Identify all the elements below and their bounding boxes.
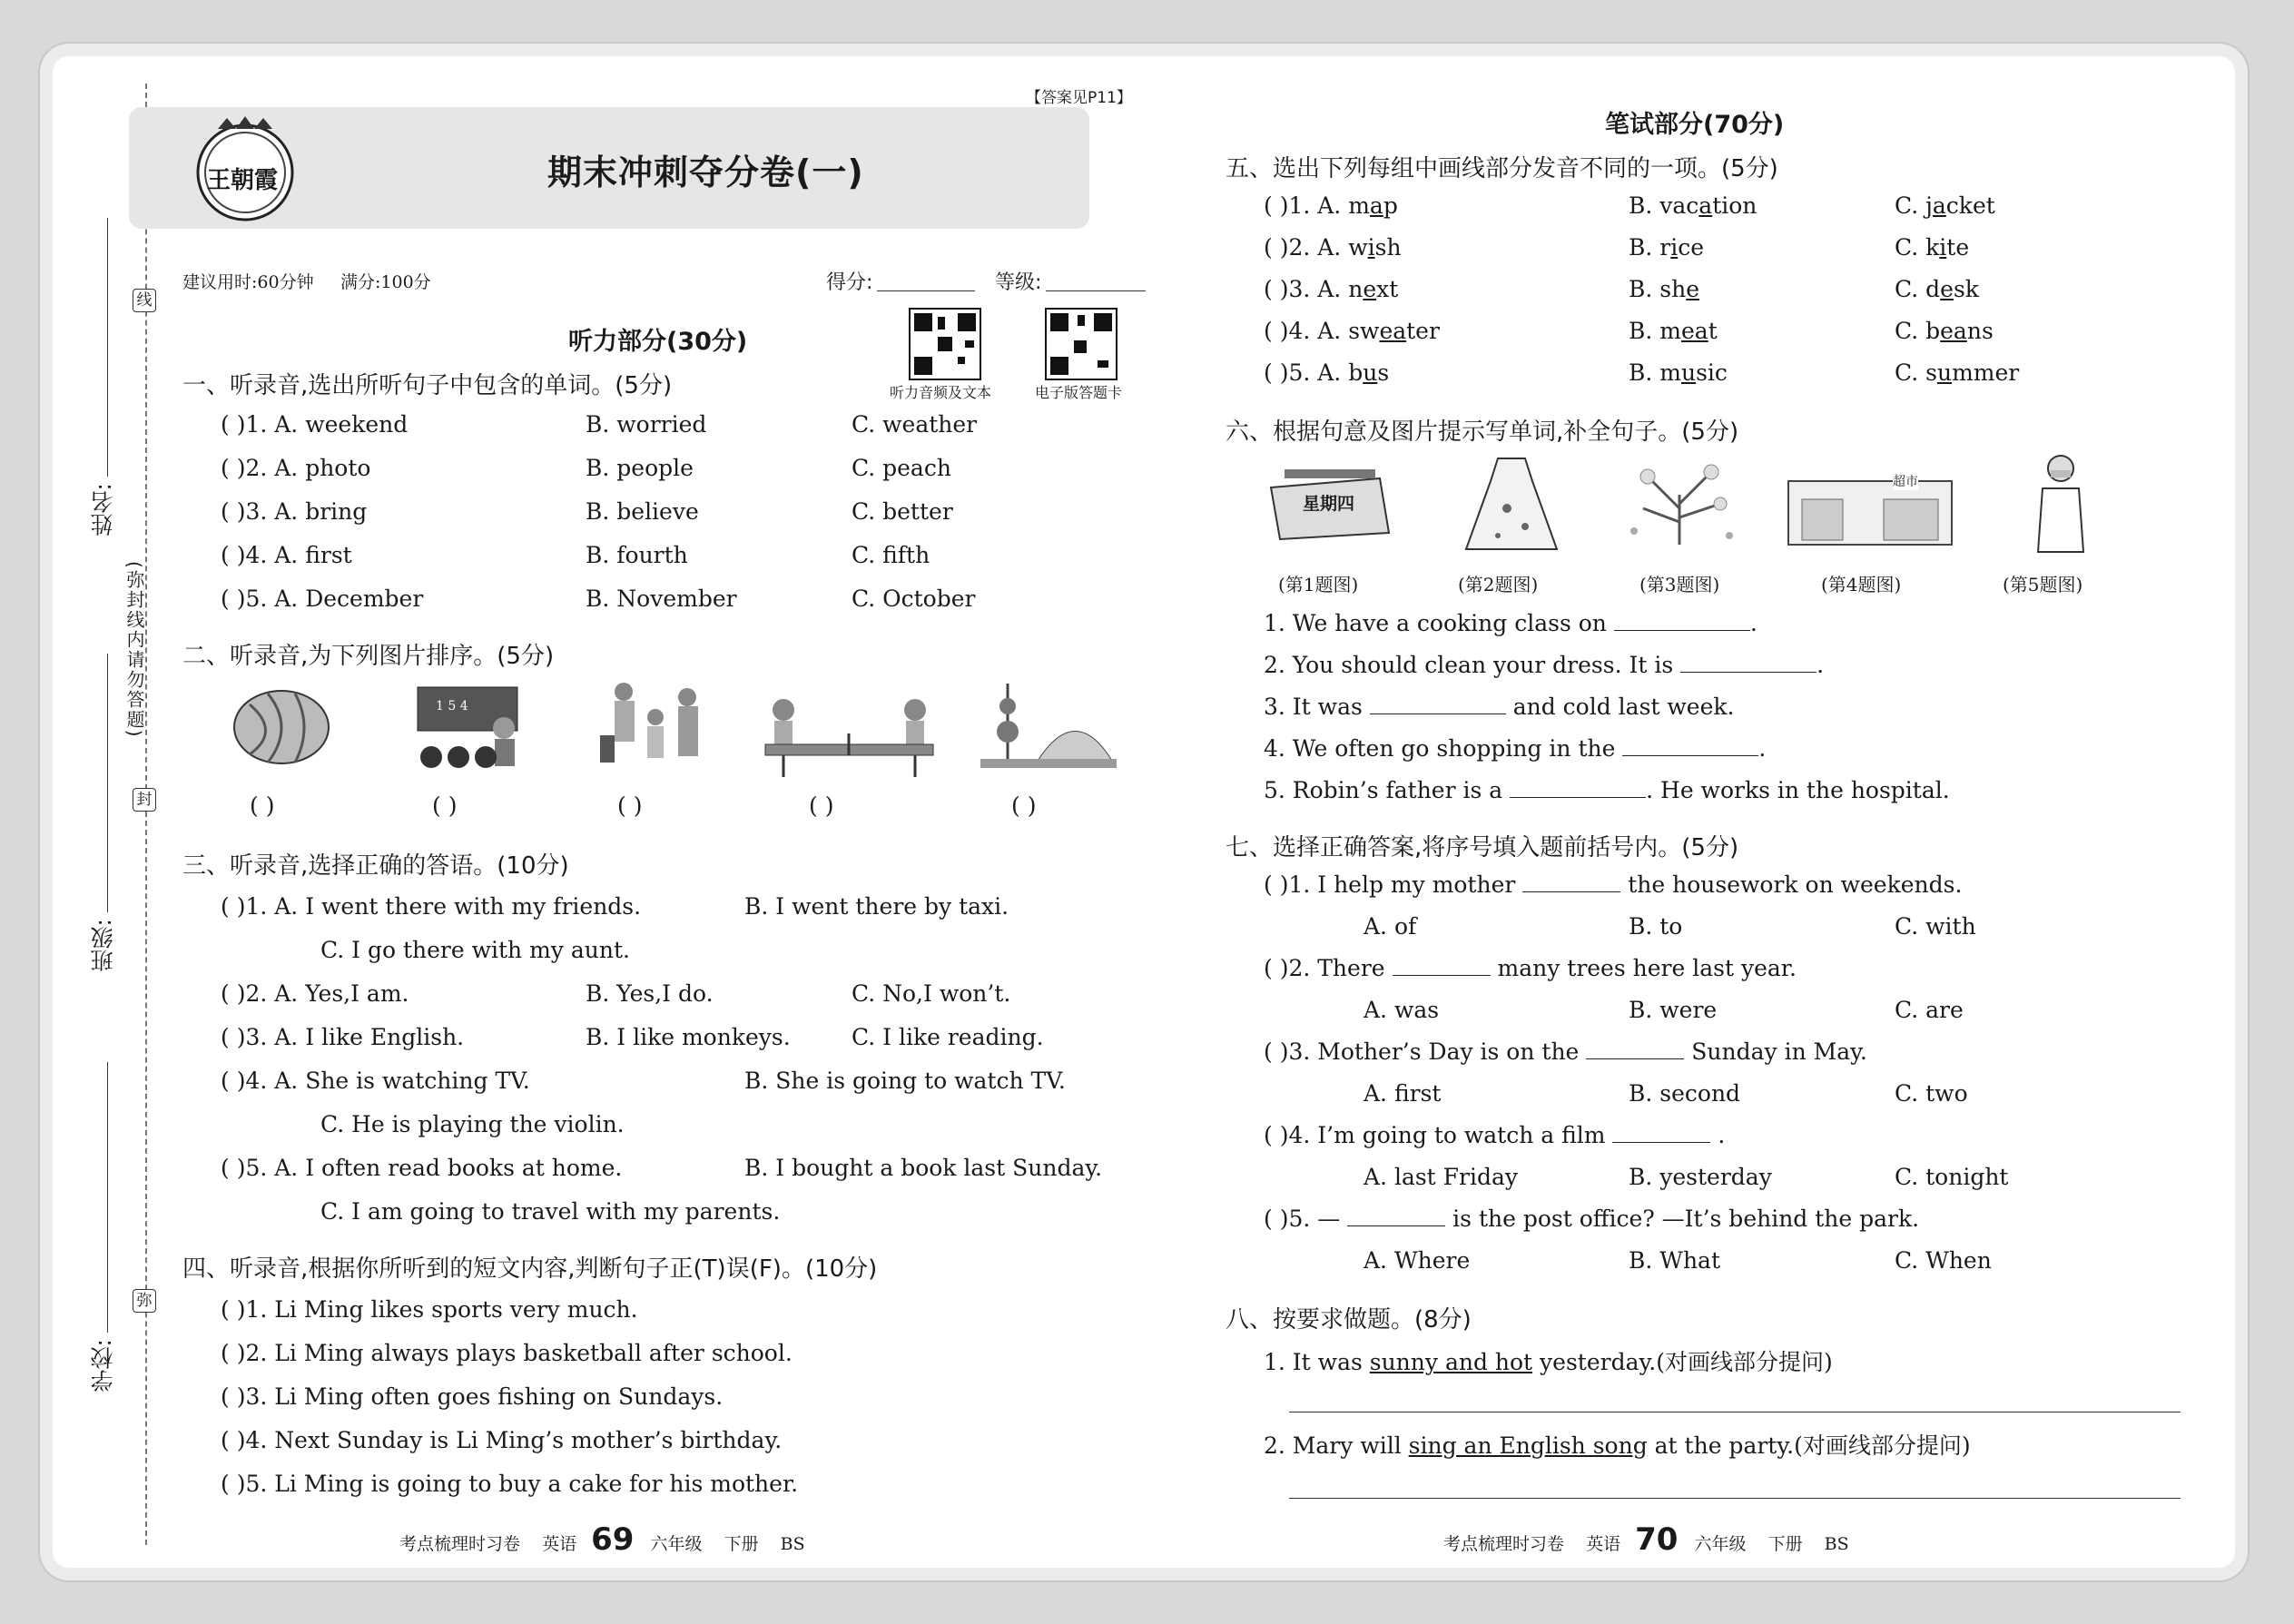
sec4-item-1: ( )1. Li Ming likes sports very much.: [221, 1296, 638, 1323]
sec4-item-2: ( )2. Li Ming always plays basketball after school.: [221, 1340, 793, 1366]
section-1-title: 一、听录音,选出所听句子中包含的单词。(5分): [182, 372, 673, 399]
footer-left-edition: BS: [780, 1534, 805, 1554]
sec3-q5-a: ( )5. A. I often read books at home.: [221, 1155, 623, 1181]
sec5-item-3-b: B. she: [1629, 276, 1699, 302]
sec6-blank-1[interactable]: [1614, 610, 1750, 631]
sec1-item-1-a: ( )1. A. weekend: [221, 411, 409, 438]
sec5-item-5-b: B. music: [1629, 359, 1728, 386]
grade-label: 等级:: [995, 271, 1042, 294]
sec1-item-5-b: B. November: [586, 586, 737, 612]
footer-left-series: 考点梳理时习卷: [399, 1534, 521, 1554]
sec2-bracket-3[interactable]: ( ): [617, 792, 643, 819]
sec7-item-1: ( )1. I help my mother the housework on weekends.: [1264, 871, 1963, 898]
sec5-item-2-a: ( )2. A. wish: [1264, 234, 1402, 261]
sec6-item-2: 2. You should clean your dress. It is .: [1264, 652, 1825, 678]
sec7-item-5-option-b: B. What: [1629, 1247, 1721, 1274]
footer-right-series: 考点梳理时习卷: [1443, 1534, 1565, 1554]
sec5-item-4-b: B. meat: [1629, 318, 1718, 344]
sec6-blank-4[interactable]: [1622, 735, 1758, 756]
sec6-item-1: 1. We have a cooking class on .: [1264, 610, 1757, 636]
sec1-item-4-a: ( )4. A. first: [221, 542, 352, 568]
sec2-bracket-2[interactable]: ( ): [432, 792, 458, 819]
sec1-item-2-b: B. people: [586, 455, 694, 481]
sec3-q3-a: ( )3. A. I like English.: [221, 1024, 465, 1050]
answer-reference: 【答案见P11】: [1026, 89, 1132, 107]
sec6-item-5: 5. Robin’s father is a . He works in the hospital.: [1264, 777, 1950, 803]
sec6-item-4: 4. We often go shopping in the .: [1264, 735, 1767, 762]
footer-right-volume: 下册: [1767, 1534, 1803, 1554]
doctor-picture: [2033, 452, 2088, 560]
sec7-item-2: ( )2. There many trees here last year.: [1264, 955, 1797, 981]
sec4-item-4: ( )4. Next Sunday is Li Ming’s mother’s birthday.: [221, 1427, 783, 1453]
sec7-item-1-option-c: C. with: [1895, 913, 1976, 940]
sec1-item-1-b: B. worried: [586, 411, 707, 438]
school-field[interactable]: [107, 1062, 108, 1333]
time-limit: 建议用时:60分钟: [182, 272, 314, 292]
sec7-item-1-option-a: A. of: [1364, 913, 1417, 940]
sec1-item-5-c: C. October: [852, 586, 976, 612]
sec1-item-5-a: ( )5. A. December: [221, 586, 424, 612]
sec5-item-4-a: ( )4. A. sweater: [1264, 318, 1440, 344]
sec7-blank-4[interactable]: [1612, 1122, 1710, 1143]
qr-code-answer-card[interactable]: [1045, 308, 1117, 380]
sec7-blank-5[interactable]: [1347, 1206, 1445, 1226]
sec6-caption-4: (第4题图): [1821, 574, 1902, 595]
footer-left-volume: 下册: [724, 1534, 759, 1554]
sec6-item-3: 3. It was and cold last week.: [1264, 694, 1735, 720]
sec3-q4-a: ( )4. A. She is watching TV.: [221, 1068, 530, 1094]
sec7-blank-2[interactable]: [1393, 955, 1491, 976]
sec7-item-3-option-a: A. first: [1364, 1080, 1442, 1107]
sec2-bracket-1[interactable]: ( ): [250, 792, 275, 819]
sec7-item-3-option-b: B. second: [1629, 1080, 1741, 1107]
sec5-item-2-b: B. rice: [1629, 234, 1705, 261]
seal-mark-mi: 弥: [133, 1289, 156, 1313]
snowy-tree-picture: [1620, 458, 1738, 553]
section-3-title: 三、听录音,选择正确的答语。(10分): [182, 852, 569, 880]
sec3-q2-c: C. No,I won’t.: [852, 980, 1011, 1007]
footer-right-subject: 英语: [1586, 1534, 1621, 1554]
sec7-item-4-option-b: B. yesterday: [1629, 1164, 1772, 1190]
family-travel-picture: [596, 681, 719, 780]
binding-notice: (弥封线内请勿答题): [123, 561, 145, 739]
section-5-title: 五、选出下列每组中画线部分发音不同的一项。(5分): [1226, 155, 1778, 182]
section-4-title: 四、听录音,根据你所听到的短文内容,判断句子正(T)误(F)。(10分): [182, 1255, 878, 1283]
supermarket-sign: 超市: [1893, 472, 1918, 490]
footer-left-page: 69: [591, 1521, 635, 1558]
sec7-item-2-option-a: A. was: [1364, 997, 1440, 1023]
sec1-item-4-b: B. fourth: [586, 542, 688, 568]
sec1-item-2-c: C. peach: [852, 455, 951, 481]
sec5-item-1-a: ( )1. A. map: [1264, 192, 1398, 219]
sec6-blank-2[interactable]: [1680, 652, 1816, 673]
sec1-item-2-a: ( )2. A. photo: [221, 455, 371, 481]
seal-mark-xian: 线: [133, 289, 156, 312]
sec4-item-3: ( )3. Li Ming often goes fishing on Sundays.: [221, 1383, 724, 1410]
sec3-q5-b: B. I bought a book last Sunday.: [744, 1155, 1103, 1181]
sec7-item-4-option-c: C. tonight: [1895, 1164, 2009, 1190]
section-6-title: 六、根据句意及图片提示写单词,补全句子。(5分): [1226, 418, 1739, 446]
sec5-item-2-c: C. kite: [1895, 234, 1970, 261]
seal-mark-feng: 封: [133, 788, 156, 812]
sec3-q1-c: C. I go there with my aunt.: [320, 937, 630, 963]
logo-text: 王朝霞: [207, 167, 279, 194]
sec4-item-5: ( )5. Li Ming is going to buy a cake for his mother.: [221, 1471, 799, 1497]
sec3-q5-c: C. I am going to travel with my parents.: [320, 1198, 781, 1225]
dirty-dress-picture: [1462, 454, 1561, 557]
sec6-blank-5[interactable]: [1510, 777, 1646, 798]
classroom-picture: [413, 683, 531, 777]
sec8-q2-answer-line[interactable]: [1289, 1498, 2181, 1499]
sec7-item-4-option-a: A. last Friday: [1364, 1164, 1518, 1190]
qr-caption-audio: 听力音频及文本: [890, 384, 992, 401]
sec1-item-3-b: B. believe: [586, 498, 699, 525]
sec6-blank-3[interactable]: [1370, 694, 1506, 714]
sec7-item-4: ( )4. I’m going to watch a film .: [1264, 1122, 1726, 1148]
footer-left-subject: 英语: [542, 1534, 577, 1554]
sec5-item-3-c: C. desk: [1895, 276, 1979, 302]
written-header: 笔试部分(70分): [1605, 111, 1785, 139]
sec2-bracket-4[interactable]: ( ): [809, 792, 834, 819]
footer-right-edition: BS: [1824, 1534, 1849, 1554]
sec2-bracket-5[interactable]: ( ): [1011, 792, 1037, 819]
school-label: 学校:: [90, 1339, 116, 1393]
sec1-item-4-c: C. fifth: [852, 542, 930, 568]
sec3-q2-a: ( )2. A. Yes,I am.: [221, 980, 409, 1007]
sec3-q3-b: B. I like monkeys.: [586, 1024, 791, 1050]
sec1-item-3-a: ( )3. A. bring: [221, 498, 368, 525]
table-tennis-picture: [756, 697, 942, 782]
full-score: 满分:100分: [340, 272, 431, 292]
sec5-item-5-a: ( )5. A. bus: [1264, 359, 1390, 386]
sec3-q1-a: ( )1. A. I went there with my friends.: [221, 893, 642, 920]
sec3-q4-b: B. She is going to watch TV.: [744, 1068, 1066, 1094]
sec7-item-3: ( )3. Mother’s Day is on the Sunday in May.: [1264, 1038, 1867, 1065]
grade-field[interactable]: [1046, 290, 1146, 291]
watermelon-picture: [231, 686, 331, 772]
sec7-item-5: ( )5. — is the post office? —It’s behind the park.: [1264, 1206, 1920, 1232]
sec3-q1-b: B. I went there by taxi.: [744, 893, 1009, 920]
footer-right-grade: 六年级: [1694, 1534, 1747, 1554]
listening-header: 听力部分(30分): [568, 328, 748, 356]
section-2-title: 二、听录音,为下列图片排序。(5分): [182, 643, 555, 670]
sec5-item-4-c: C. beans: [1895, 318, 1994, 344]
supermarket-picture: [1784, 468, 1956, 553]
name-label: 姓名:: [90, 483, 116, 536]
footer-right: [1443, 1521, 1849, 1558]
sec1-item-1-c: C. weather: [852, 411, 978, 438]
score-field[interactable]: [877, 290, 975, 291]
score-label: 得分:: [826, 271, 873, 294]
sec5-item-5-c: C. summer: [1895, 359, 2020, 386]
sec5-item-3-a: ( )3. A. next: [1264, 276, 1399, 302]
sec6-caption-5: (第5题图): [2003, 574, 2083, 595]
qr-caption-answer-card: 电子版答题卡: [1035, 384, 1123, 401]
qr-code-audio[interactable]: [909, 308, 981, 380]
sec7-item-1-option-b: B. to: [1629, 913, 1683, 940]
sec8-q2: 2. Mary will sing an English song at the party.(对画线部分提问): [1264, 1432, 1971, 1459]
sec5-item-1-c: C. jacket: [1895, 192, 1995, 219]
footer-left: [399, 1521, 805, 1558]
section-8-title: 八、按要求做题。(8分): [1226, 1306, 1472, 1334]
name-field[interactable]: [107, 218, 108, 477]
sec8-q1: 1. It was sunny and hot yesterday.(对画线部分提问): [1264, 1349, 1833, 1375]
section-7-title: 七、选择正确答案,将序号填入题前括号内。(5分): [1226, 834, 1739, 861]
footer-left-grade: 六年级: [650, 1534, 703, 1554]
sec5-item-1-b: B. vacation: [1629, 192, 1757, 219]
sec6-caption-3: (第3题图): [1639, 574, 1720, 595]
sec6-caption-1: (第1题图): [1278, 574, 1359, 595]
footer-right-page: 70: [1635, 1521, 1679, 1558]
sec7-blank-1[interactable]: [1522, 871, 1620, 892]
sec3-q2-b: B. Yes,I do.: [586, 980, 714, 1007]
page-title: 期末冲刺夺分卷(一): [547, 153, 864, 192]
sec7-item-3-option-c: C. two: [1895, 1080, 1968, 1107]
sec3-q3-c: C. I like reading.: [852, 1024, 1044, 1050]
sec7-item-2-option-c: C. are: [1895, 997, 1964, 1023]
class-label: 班级:: [90, 919, 116, 972]
class-field[interactable]: [107, 654, 108, 912]
sec7-blank-3[interactable]: [1586, 1038, 1684, 1059]
sec6-caption-2: (第2题图): [1458, 574, 1539, 595]
sec7-item-2-option-b: B. were: [1629, 997, 1718, 1023]
svg-text:1 5 4: 1 5 4: [436, 699, 468, 714]
sec3-q4-c: C. He is playing the violin.: [320, 1111, 625, 1137]
city-view-picture: [980, 679, 1117, 778]
calendar-picture: [1266, 465, 1393, 546]
calendar-text: 星期四: [1303, 494, 1355, 514]
sec7-item-5-option-a: A. Where: [1364, 1247, 1471, 1274]
sec7-item-5-option-c: C. When: [1895, 1247, 1992, 1274]
publisher-logo: [182, 116, 309, 223]
sec1-item-3-c: C. better: [852, 498, 953, 525]
